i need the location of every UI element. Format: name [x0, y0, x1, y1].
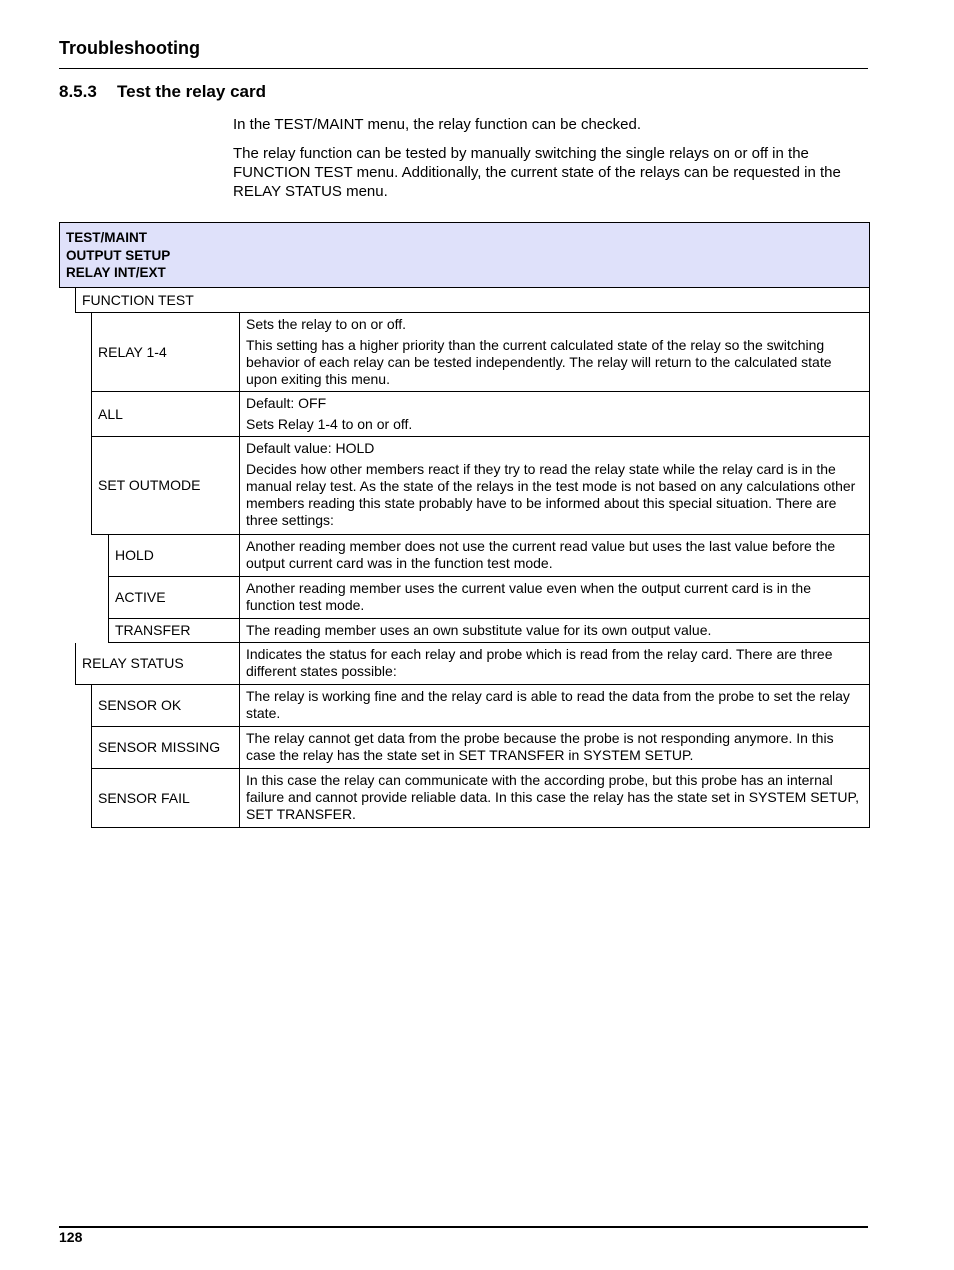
desc-line: Sets Relay 1-4 to on or off.	[246, 416, 413, 432]
menu-item-sensor-ok: SENSOR OK	[91, 685, 239, 727]
menu-row-set-outmode	[59, 437, 870, 535]
desc-line: Default: OFF	[246, 395, 327, 411]
header-rule	[59, 68, 868, 69]
menu-item-function-test: FUNCTION TEST	[75, 288, 870, 313]
menu-row-relay	[59, 313, 870, 392]
menu-desc-transfer: The reading member uses an own substitute value for its own output value.	[239, 619, 870, 643]
desc-line: Default value: HOLD	[246, 440, 375, 456]
section-number: 8.5.3	[59, 82, 97, 101]
menu-desc-sensor-ok: The relay is working fine and the relay card is able to read the data from the probe to set the relay state.	[239, 685, 870, 727]
menu-row-all	[59, 392, 870, 437]
menu-item-all: ALL	[91, 392, 239, 437]
page-number: 128	[59, 1229, 83, 1245]
menu-row-active	[59, 577, 870, 619]
intro-paragraph: The relay function can be tested by manually switching the single relays on or off in the FUNCTION TEST menu. Additionally, the current state of the relays can be requested in the RELAY STATUS menu.	[233, 145, 841, 200]
menu-desc-sensor-missing: The relay cannot get data from the probe because the probe is not responding anymore. In this case the relay has the state set in SET TRANSFER in SYSTEM SETUP.	[239, 727, 870, 769]
menu-desc-hold: Another reading member does not use the current read value but uses the last value before the output current card was in the function test mode.	[239, 535, 870, 577]
intro-text	[233, 115, 863, 211]
menu-item-active: ACTIVE	[108, 577, 239, 619]
menu-item-relay-status: RELAY STATUS	[75, 643, 239, 685]
menu-row-transfer	[59, 619, 870, 643]
menu-path-item: RELAY INT/EXT	[66, 265, 166, 280]
menu-item-set-outmode: SET OUTMODE	[91, 437, 239, 535]
menu-item-sensor-fail: SENSOR FAIL	[91, 769, 239, 828]
menu-desc-sensor-fail: In this case the relay can communicate with the according probe, but this probe has an internal failure and cannot provide reliable data. In this case the relay has the state set in SYSTEM SETUP, SET TRANSFER.	[239, 769, 870, 828]
intro-paragraph: In the TEST/MAINT menu, the relay function can be checked.	[233, 116, 641, 133]
desc-line: Decides how other members react if they try to read the relay state while the relay card is in the manual relay test. As the state of the relays in the test mode is not based on any calculations other members reading this state probably have to be informed about this special situation. There are three settings:	[246, 461, 856, 528]
menu-desc-set-outmode	[239, 437, 870, 535]
menu-row-function-test	[59, 288, 870, 313]
menu-table	[59, 222, 870, 828]
menu-desc-active: Another reading member uses the current value even when the output current card is in the function test mode.	[239, 577, 870, 619]
menu-row-relay-status	[59, 643, 870, 685]
menu-row-sensor-ok	[59, 685, 870, 727]
desc-line: This setting has a higher priority than the current calculated state of the relay so the switching behavior of each relay can be tested independently. The relay will return to the calculated state upon exiting this menu.	[246, 337, 832, 387]
menu-item-relay: RELAY 1-4	[91, 313, 239, 392]
menu-row-sensor-fail	[59, 769, 870, 828]
menu-path-item: TEST/MAINT	[66, 230, 147, 245]
menu-desc-all	[239, 392, 870, 437]
menu-desc-relay	[239, 313, 870, 392]
footer-rule	[59, 1226, 868, 1228]
menu-item-sensor-missing: SENSOR MISSING	[91, 727, 239, 769]
menu-desc-relay-status: Indicates the status for each relay and probe which is read from the relay card. There are three different states possible:	[239, 643, 870, 685]
chapter-title: Troubleshooting	[59, 38, 200, 58]
desc-line: Sets the relay to on or off.	[246, 316, 407, 332]
section-title	[59, 82, 266, 102]
menu-path-header	[59, 222, 870, 288]
menu-path-item: OUTPUT SETUP	[66, 247, 171, 263]
section-heading: Test the relay card	[117, 82, 266, 101]
menu-item-transfer: TRANSFER	[108, 619, 239, 643]
menu-row-sensor-missing	[59, 727, 870, 769]
menu-row-hold	[59, 535, 870, 577]
menu-item-hold: HOLD	[108, 535, 239, 577]
